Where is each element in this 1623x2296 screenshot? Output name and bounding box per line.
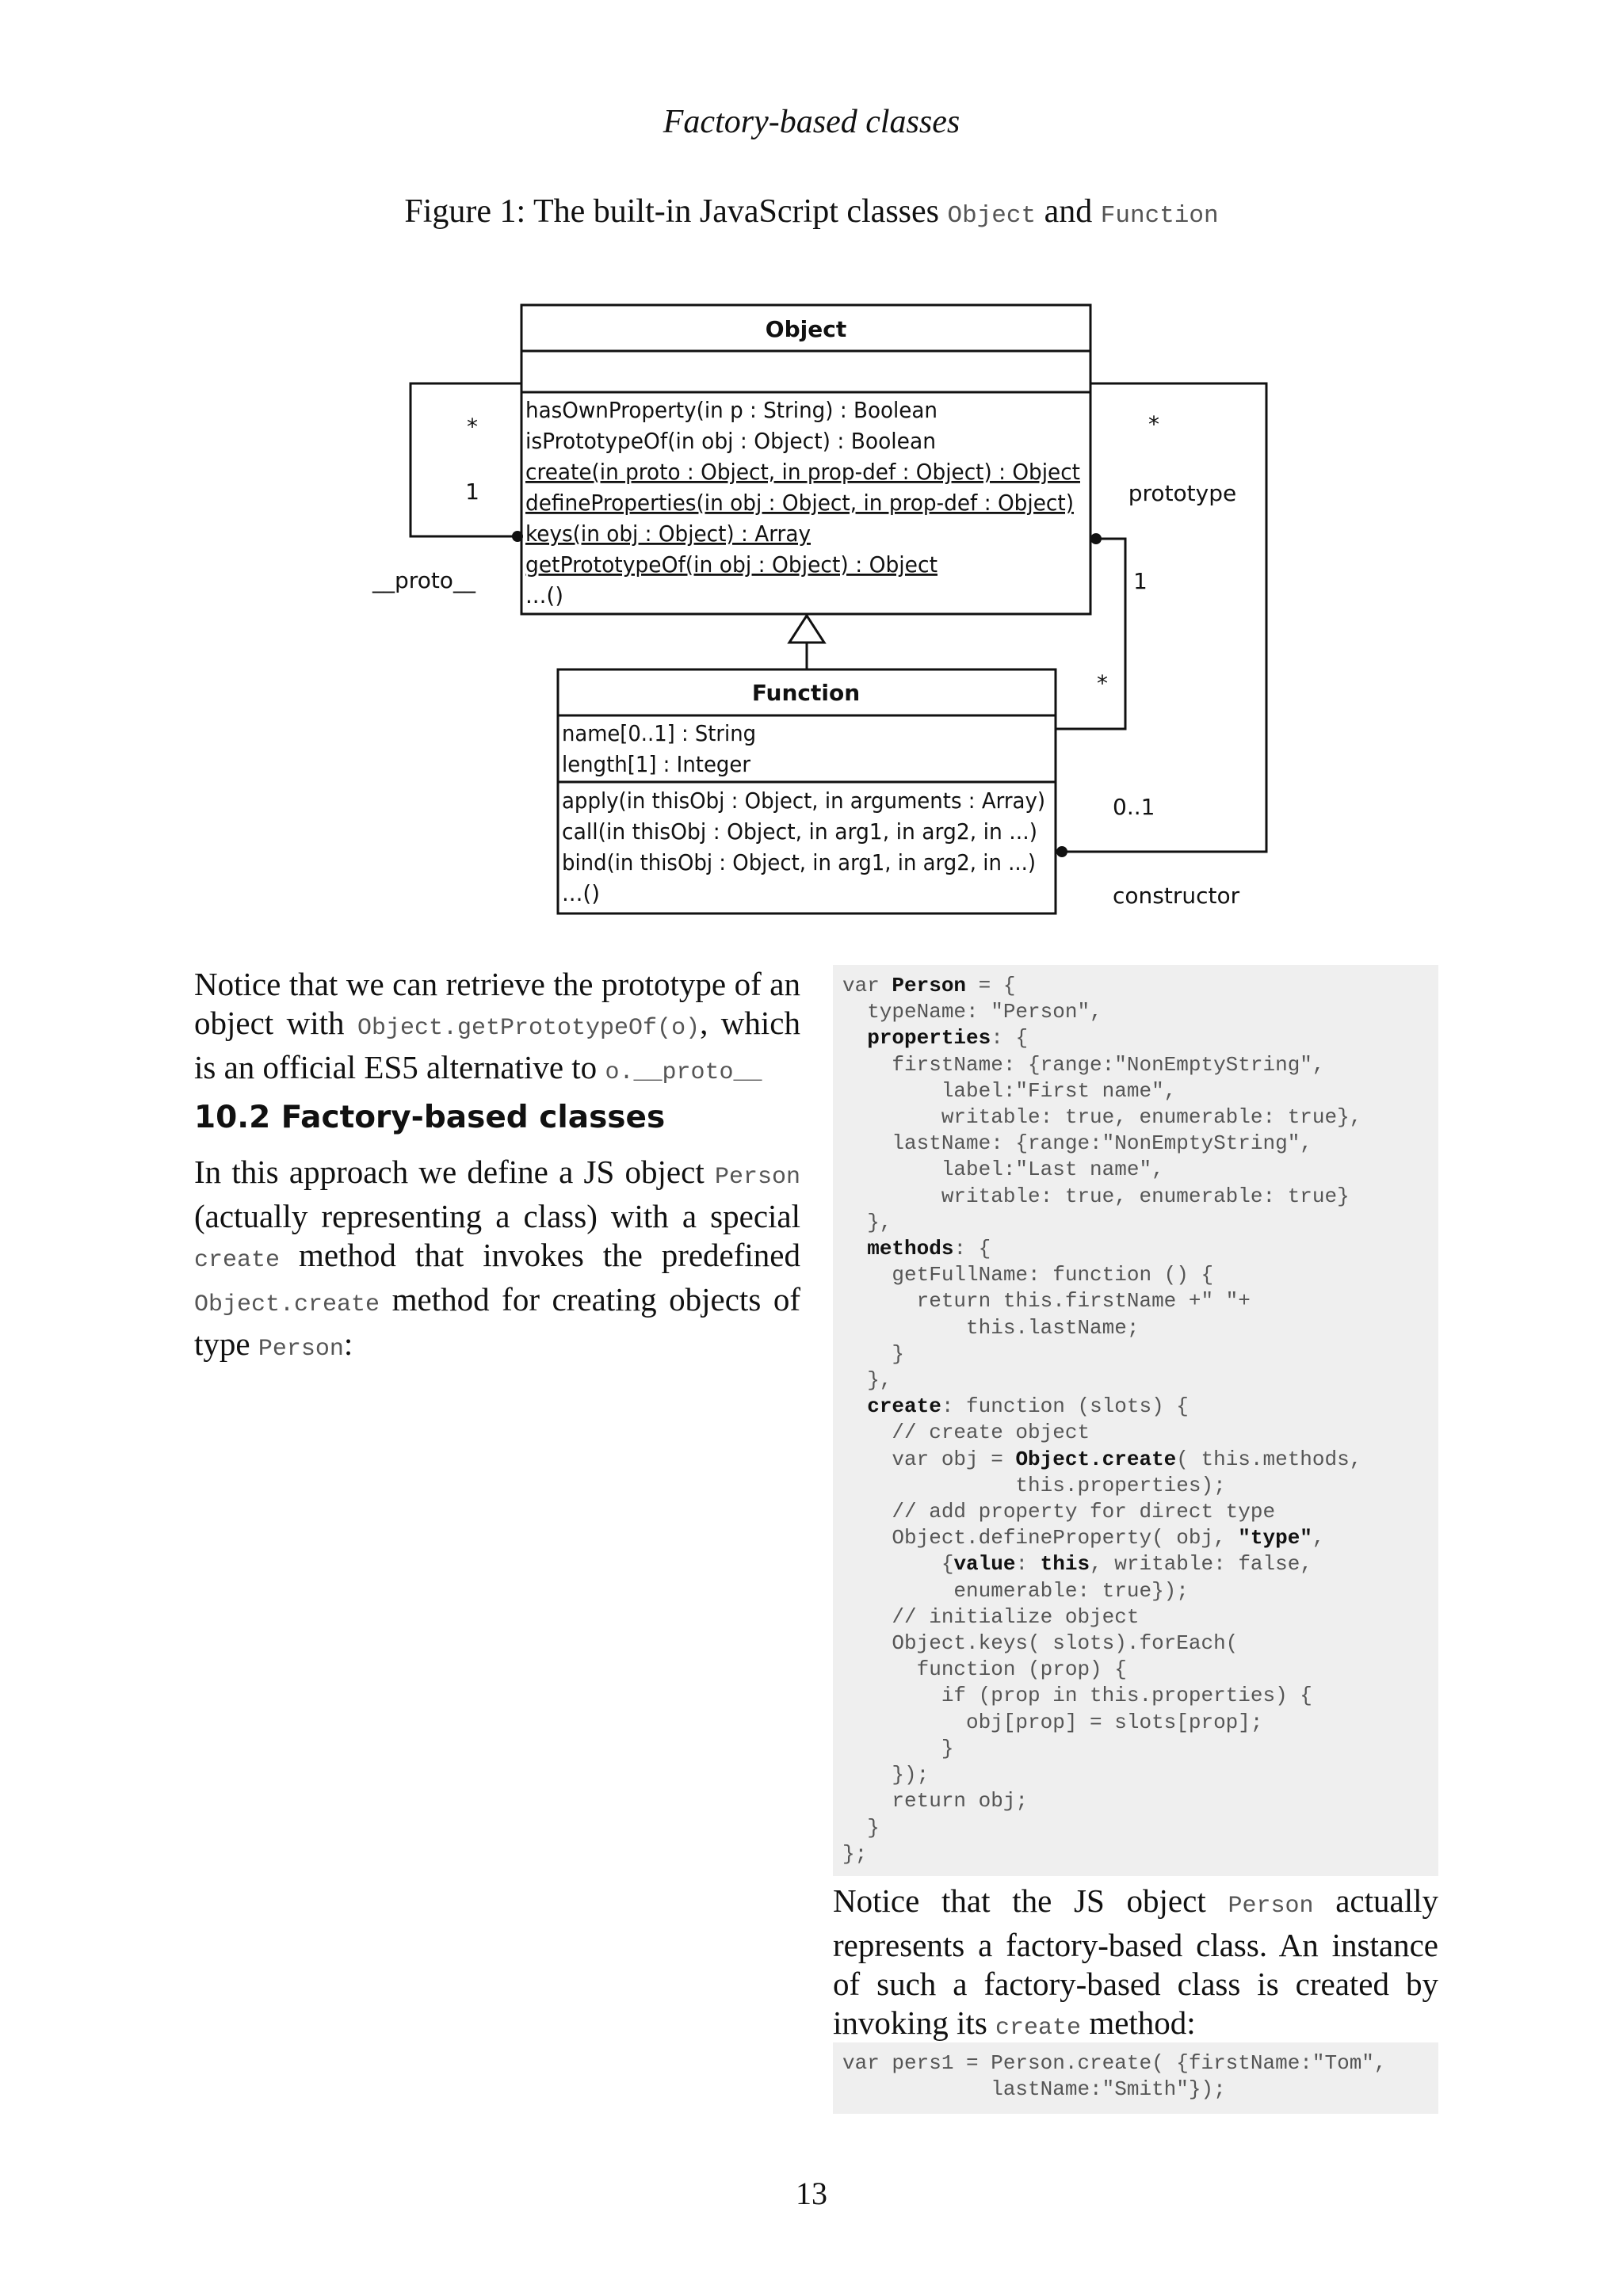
- code-line: [842, 1184, 1429, 1210]
- code-line: [842, 1447, 1429, 1473]
- paragraph-text: :: [343, 1325, 353, 1362]
- code-text: label:"Last name",: [842, 1158, 1164, 1182]
- code-text: // initialize object: [842, 1604, 1140, 1629]
- inline-code: create: [995, 2015, 1082, 2042]
- caption-and: and: [1044, 193, 1093, 230]
- code-block-person: [833, 965, 1438, 1876]
- function-method: call(in thisObj : Object, in arg1, in arg2, in ...): [562, 818, 1037, 845]
- paragraph-factory-approach: [194, 1153, 800, 1369]
- code-line: [842, 1210, 1429, 1236]
- code-line: [842, 1288, 1429, 1314]
- code-line: [842, 1683, 1429, 1709]
- code-text: },: [842, 1210, 892, 1234]
- constructor-association: [1062, 383, 1266, 852]
- code-line: [842, 1131, 1429, 1157]
- paragraph-text: Notice that the JS object: [833, 1882, 1228, 1919]
- inline-code: create: [194, 1247, 281, 1274]
- code-line: [842, 1499, 1429, 1525]
- uml-class-diagram: [0, 285, 1623, 919]
- prototype-role-label: prototype: [1128, 480, 1237, 506]
- paragraph-text: method for creating objects of type: [194, 1281, 800, 1362]
- code-text: var: [842, 974, 892, 997]
- code-line: [842, 1025, 1429, 1051]
- code-line: [842, 1815, 1429, 1841]
- page-number: 13: [796, 2176, 827, 2211]
- code-line: [842, 2077, 1429, 2103]
- proto-multiplicity-many: *: [467, 414, 478, 440]
- code-line: [842, 1052, 1429, 1078]
- code-text: });: [842, 1763, 930, 1787]
- paragraph-text: Notice that we can retrieve the prototype of an object with: [194, 966, 800, 1041]
- code-text: }: [842, 1341, 905, 1366]
- object-method: isPrototypeOf(in obj : Object) : Boolean: [525, 428, 936, 454]
- code-text: firstName: {range:"NonEmptyString",: [842, 1052, 1325, 1077]
- code-text: [842, 1237, 867, 1261]
- object-method: defineProperties(in obj : Object, in prop-def : Object): [525, 490, 1074, 516]
- code-line: [842, 973, 1429, 999]
- inline-code: Person: [258, 1336, 344, 1363]
- proto-end-dot: [512, 531, 523, 542]
- code-text: : {: [953, 1237, 991, 1261]
- function-method: apply(in thisObj : Object, in arguments : Array): [562, 788, 1045, 814]
- code-keyword: "type": [1238, 1526, 1312, 1550]
- code-keyword: create: [867, 1394, 941, 1419]
- paragraph-instance-notice: [833, 1882, 1438, 2048]
- code-keyword: Person: [892, 974, 967, 997]
- code-line: [842, 1341, 1429, 1367]
- caption-code-object: Object: [947, 202, 1037, 230]
- code-text: this.properties);: [842, 1473, 1226, 1497]
- running-header: Factory-based classes: [663, 104, 960, 140]
- code-line: [842, 2050, 1429, 2077]
- code-line: [842, 999, 1429, 1025]
- figure-caption: [0, 193, 1623, 231]
- code-line: [842, 1657, 1429, 1683]
- inline-code: Person: [1228, 1893, 1314, 1920]
- code-text: : {: [991, 1026, 1029, 1051]
- inline-code: o.__proto__: [605, 1059, 762, 1086]
- code-text: [842, 1026, 867, 1050]
- code-text: }: [842, 1736, 954, 1760]
- function-attribute: name[0..1] : String: [562, 720, 756, 746]
- constructor-role-label: constructor: [1113, 883, 1240, 909]
- code-line: [842, 1525, 1429, 1551]
- code-line: [842, 1578, 1429, 1604]
- code-text: {: [842, 1552, 954, 1577]
- proto-role-label: __proto__: [372, 567, 475, 593]
- proto-multiplicity-one: 1: [465, 479, 479, 505]
- code-line: [842, 1236, 1429, 1262]
- object-class-name: Object: [765, 316, 847, 342]
- object-method: ...(): [525, 582, 563, 608]
- code-text: },: [842, 1368, 892, 1393]
- code-keyword: methods: [867, 1237, 954, 1261]
- code-line: [842, 1420, 1429, 1446]
- code-text: // add property for direct type: [842, 1500, 1276, 1524]
- code-text: obj[prop] = slots[prop];: [842, 1710, 1263, 1734]
- paragraph-text: , which is an official ES5 alternative to: [194, 1005, 800, 1085]
- caption-text: Figure 1: The built-in JavaScript classes: [404, 193, 939, 230]
- code-line: [842, 1473, 1429, 1499]
- code-line: [842, 1630, 1429, 1657]
- section-heading: 10.2 Factory-based classes: [194, 1100, 666, 1135]
- code-line: [842, 1367, 1429, 1394]
- code-line: [842, 1551, 1429, 1577]
- code-text: }: [842, 1815, 880, 1840]
- code-text: Object.keys( slots).forEach(: [842, 1631, 1239, 1656]
- proto-association: [411, 383, 521, 536]
- code-text: [842, 1394, 867, 1418]
- function-method: bind(in thisObj : Object, in arg1, in arg2, in ...): [562, 849, 1036, 875]
- code-keyword: value: [953, 1552, 1016, 1577]
- constructor-end-dot: [1056, 846, 1067, 857]
- function-class-name: Function: [751, 680, 861, 706]
- object-method: keys(in obj : Object) : Array: [525, 521, 811, 547]
- paragraph-text: (actually representing a class) with a special: [194, 1198, 800, 1234]
- inline-code: Object.getPrototypeOf(o): [357, 1015, 701, 1042]
- prototype-multiplicity-many: *: [1148, 411, 1159, 437]
- code-keyword: properties: [867, 1026, 991, 1051]
- code-line: [842, 1762, 1429, 1788]
- code-text: : function (slots) {: [941, 1394, 1189, 1419]
- code-keyword: this: [1040, 1552, 1090, 1577]
- code-text: Object.defineProperty( obj,: [842, 1526, 1239, 1550]
- code-text: var pers1 = Person.create( {firstName:"Tom",: [842, 2051, 1387, 2075]
- paragraph-prototype-notice: [194, 965, 800, 1093]
- code-text: lastName: {range:"NonEmptyString",: [842, 1131, 1312, 1156]
- code-text: };: [842, 1841, 868, 1866]
- prototype-end-dot: [1090, 533, 1102, 544]
- object-method: getPrototypeOf(in obj : Object) : Object: [525, 551, 938, 578]
- paragraph-text: actually represents a factory-based class. An instance of such a factory-based class is created by invoking its: [833, 1882, 1438, 2041]
- code-line: [842, 1157, 1429, 1183]
- paragraph-text: method:: [1081, 2004, 1196, 2041]
- code-line: [842, 1788, 1429, 1814]
- code-text: return this.firstName +" "+: [842, 1289, 1251, 1314]
- code-block-create-instance: [833, 2042, 1438, 2114]
- object-method: hasOwnProperty(in p : String) : Boolean: [525, 397, 938, 423]
- code-text: this.lastName;: [842, 1315, 1140, 1340]
- code-text: , writable: false,: [1090, 1552, 1312, 1577]
- code-text: ( this.methods,: [1176, 1447, 1362, 1471]
- constructor-multiplicity: 0..1: [1113, 794, 1155, 820]
- code-line: [842, 1104, 1429, 1131]
- code-line: [842, 1841, 1429, 1867]
- code-line: [842, 1262, 1429, 1288]
- function-attribute: length[1] : Integer: [562, 751, 751, 777]
- code-text: writable: true, enumerable: true},: [842, 1105, 1362, 1130]
- paragraph-text: In this approach we define a JS object: [194, 1154, 715, 1190]
- code-text: :: [1015, 1552, 1041, 1577]
- code-text: = {: [966, 974, 1016, 997]
- code-text: function (prop) {: [842, 1657, 1127, 1682]
- code-line: [842, 1736, 1429, 1762]
- code-text: typeName: "Person",: [842, 1000, 1102, 1024]
- code-line: [842, 1710, 1429, 1736]
- paragraph-text: method that invokes the predefined: [280, 1237, 800, 1273]
- code-keyword: Object.create: [1015, 1447, 1177, 1471]
- code-text: label:"First name",: [842, 1078, 1177, 1103]
- code-text: enumerable: true});: [842, 1578, 1189, 1603]
- code-line: [842, 1604, 1429, 1630]
- code-text: getFullName: function () {: [842, 1263, 1214, 1287]
- function-multiplicity-many: *: [1097, 670, 1108, 696]
- code-text: return obj;: [842, 1789, 1029, 1814]
- code-text: // create object: [842, 1421, 1090, 1445]
- inline-code: Object.create: [194, 1291, 380, 1318]
- code-line: [842, 1394, 1429, 1420]
- code-text: lastName:"Smith"});: [842, 2077, 1226, 2102]
- object-method: create(in proto : Object, in prop-def : Object) : Object: [525, 459, 1081, 485]
- code-text: writable: true, enumerable: true}: [842, 1184, 1350, 1208]
- caption-code-function: Function: [1100, 202, 1219, 230]
- code-text: ,: [1312, 1526, 1325, 1550]
- code-line: [842, 1078, 1429, 1104]
- function-method: ...(): [562, 880, 600, 906]
- prototype-multiplicity-one: 1: [1133, 568, 1148, 594]
- inline-code: Person: [714, 1164, 800, 1191]
- code-line: [842, 1315, 1429, 1341]
- generalization-arrowhead: [789, 616, 824, 643]
- code-text: var obj =: [842, 1447, 1016, 1471]
- code-text: if (prop in this.properties) {: [842, 1684, 1312, 1708]
